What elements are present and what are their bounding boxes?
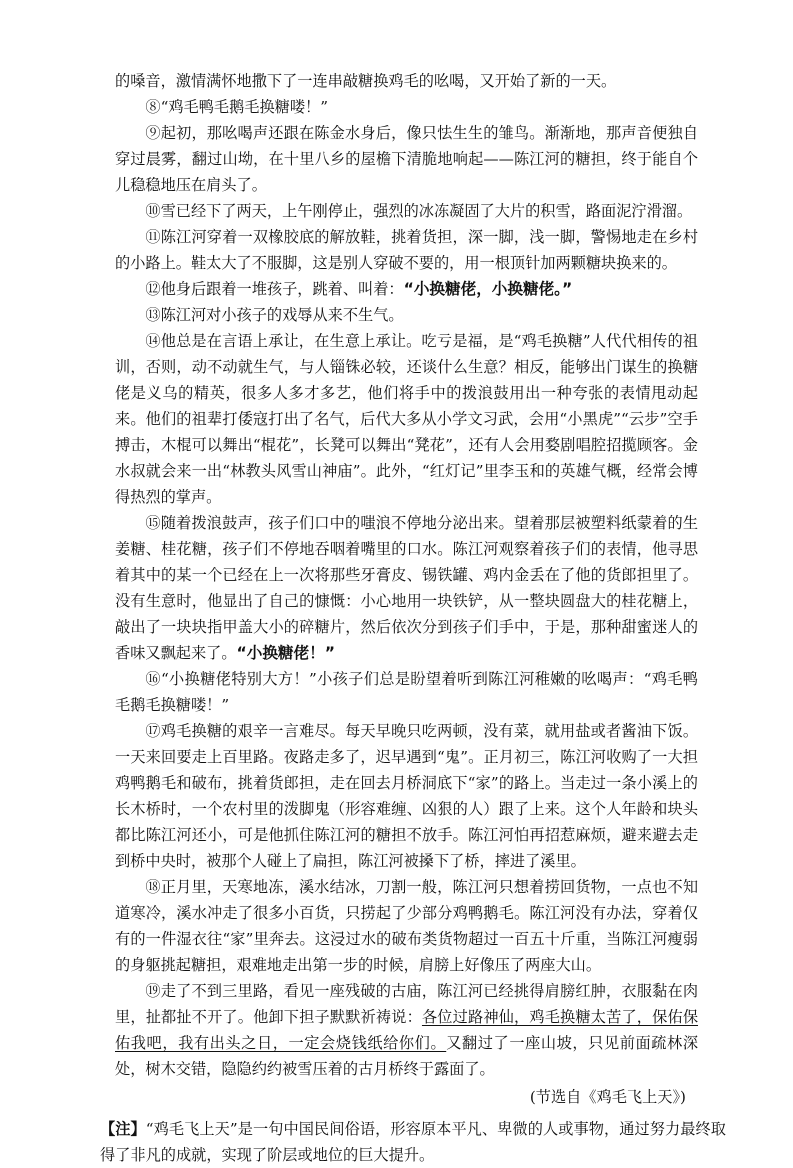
footnote-tag: 【注】 <box>100 1120 146 1138</box>
footnote <box>100 1116 726 1168</box>
paragraph-17: ⑰鸡毛换糖的艰辛一言难尽。每天早晚只吃两顿，没有菜，就用盐或者酱油下饭。一天来回要走上百里路。夜路走多了，迟早遇到“鬼”。正月初三，陈江河收购了一大担鸡鸭鹅毛和破布，挑着货郎担，走在回去月桥洞底下“家”的路上。当走过一条小溪上的长木桥时，一个农村里的泼脚鬼（形容难缠、凶狠的人）跟了上来。这个人年龄和块头都比陈江河还小，可是他抓住陈江河的糖担不放手。陈江河怕再招惹麻烦，避来避去走到桥中央时，被那个人碰上了扁担，陈江河被搡下了桥，摔进了溪里。 <box>115 722 698 870</box>
paragraph-11: ⑪陈江河穿着一双橡胶底的解放鞋，挑着货担，深一脚，浅一脚，警惕地走在乡村的小路上。鞋太大了不服脚，这是别人穿破不要的，用一根顶针加两颗糖块换来的。 <box>115 228 698 272</box>
paragraph-16: ⑯“小换糖佬特别大方！”小孩子们总是盼望着听到陈江河稚嫩的吆喝声：“鸡毛鸭毛鹅毛换糖喽！” <box>115 670 698 714</box>
paragraph-9: ⑨起初，那吆喝声还跟在陈金水身后，像只怯生生的雏鸟。渐渐地，那声音便独自穿过晨雾，翻过山坳，在十里八乡的屋檐下清脆地响起——陈江河的糖担，终于能自个儿稳稳地压在肩头了。 <box>115 124 698 194</box>
paragraph-13: ⑬陈江河对小孩子的戏辱从来不生气。 <box>145 306 404 324</box>
paragraph-15-text: ⑮随着拨浪鼓声，孩子们口中的嗤浪不停地分泌出来。望着那层被塑料纸蒙着的生姜糖、桂花糖，孩子们不停地吞咽着嘴里的口水。陈江河观察着孩子们的表情，他寻思着其中的某一个已经在上一次将那些牙膏皮、锡铁罐、鸡内金丢在了他的货郎担里了。没有生意时，他显出了自己的慷慨：小心地用一块铁铲，从一整块圆盘大的桂花糖上，敲出了一块块指甲盖大小的碎糖片，然后依次分到孩子们手中，于是，那种甜蜜迷人的香味又飘起来了。 <box>115 514 698 662</box>
paragraph-15 <box>115 510 698 666</box>
paragraph-15-bold-quote: “小换糖佬！” <box>236 644 335 662</box>
paragraph-12-text: ⑫他身后跟着一堆孩子，跳着、叫着： <box>145 280 404 298</box>
paragraph-19-text-end: 又翻过了一座山坡，只见前面疏林深处，树木交错，隐隐约约被雪压着的古月桥终于露面了。 <box>115 1034 699 1078</box>
paragraph-12-bold-quote: “小换糖佬，小换糖佬。” <box>403 280 573 298</box>
paragraph-continued: 的嗓音，激情满怀地撒下了一连串敲糖换鸡毛的吆喝，又开始了新的一天。 <box>115 72 617 90</box>
paragraph-18: ⑱正月里，天寒地冻，溪水结冰，刀割一般，陈江河只想着捞回货物，一点也不知道寒冷，溪水冲走了很多小百货，只捞起了少部分鸡鸭鹅毛。陈江河没有办法，穿着仅有的一件湿衣往“家”里奔去。这浸过水的破布类货物超过一百五十斤重，当陈江河瘦弱的身躯挑起糖担，艰难地走出第一步的时候，肩膀上好像压了两座大山。 <box>115 878 698 974</box>
paragraph-19 <box>115 978 698 1082</box>
paragraph-8: ⑧“鸡毛鸭毛鹅毛换糖喽！” <box>145 98 328 116</box>
paragraph-19-underlined-prayer: 各位过路神仙，鸡毛换糖太苦了，保佑保佑我吧，我有出头之日，一定会烧钱纸给你们。 <box>115 1008 699 1052</box>
paragraph-19-text: ⑲走了不到三里路，看见一座残破的古庙，陈江河已经挑得肩膀红肿，衣服黏在肉里，扯都扯不开了。他卸下担子默默祈祷说： <box>115 982 698 1026</box>
paragraph-12 <box>115 276 698 302</box>
paragraph-10: ⑩雪已经下了两天，上午刚停止，强烈的冰冻凝固了大片的积雪，路面泥泞滑溜。 <box>145 202 693 220</box>
footnote-text: “鸡毛飞上天”是一句中国民间俗语，形容原本平凡、卑微的人或事物，通过努力最终取得了非凡的成就，实现了阶层或地位的巨大提升。 <box>100 1120 726 1164</box>
source-citation: (节选自《鸡毛飞上天》) <box>529 1088 686 1106</box>
paragraph-14: ⑭他总是在言语上承让，在生意上承让。吃亏是福，是“鸡毛换糖”人代代相传的祖训，否则，动不动就生气，与人锱铢必较，还谈什么生意？相反，能够出门谋生的换糖佬是义乌的精英，很多人多才多艺，他们将手中的拨浪鼓用出一种夸张的表情甩动起来。他们的祖辈打倭寇打出了名气，后代大多从小学文习武，会用“小黑虎”“云步”空手搏击，木棍可以舞出“棍花”，长凳可以舞出“凳花”，还有人会用婺剧唱腔招揽顾客。金水叔就会来一出“林教头风雪山神庙”。此外，“红灯记”里李玉和的英雄气概，经常会博得热烈的掌声。 <box>115 332 698 506</box>
